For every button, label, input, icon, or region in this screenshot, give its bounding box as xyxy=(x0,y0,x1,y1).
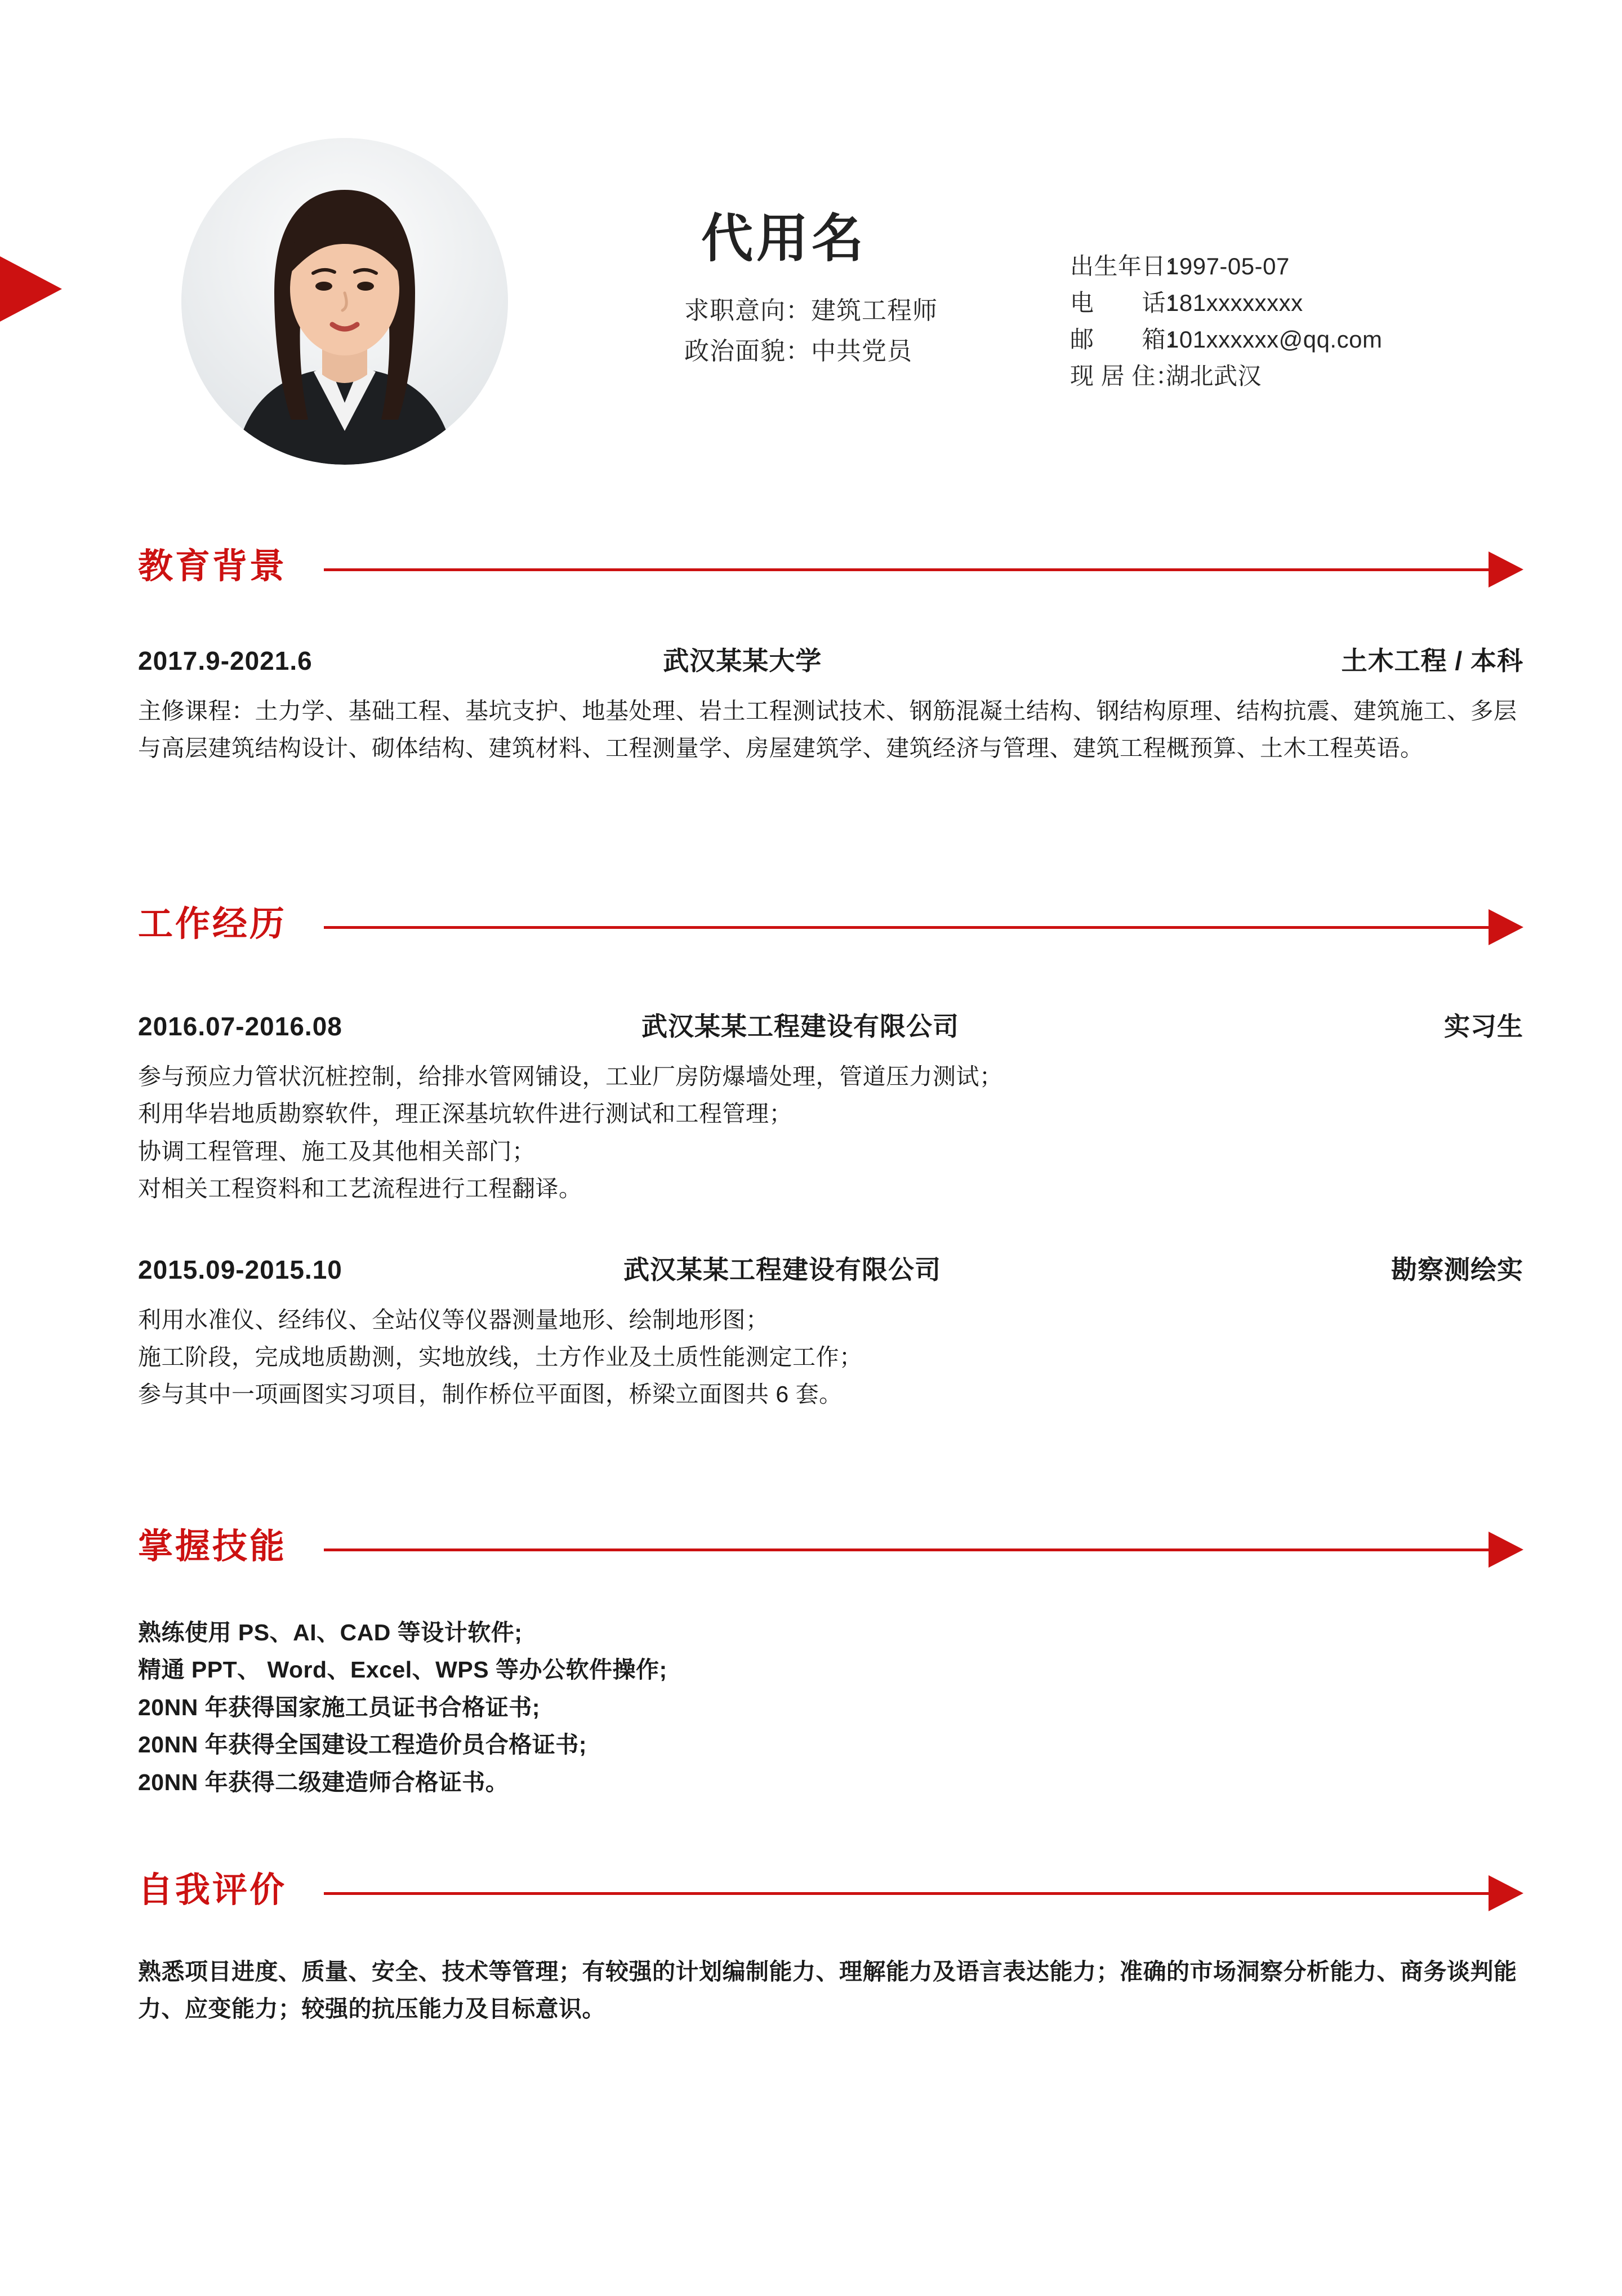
work-company: 武汉某某工程建设有限公司 xyxy=(623,1254,941,1284)
section-education xyxy=(0,549,1622,767)
contact-birthdate-value: 1997-05-07 xyxy=(1166,253,1290,279)
contact-address-label: 现 居 住： xyxy=(1070,363,1180,390)
triangle-icon xyxy=(1489,1875,1523,1911)
page-title: 代用名 xyxy=(701,210,867,268)
work-duty-line: 对相关工程资料和工艺流程进行工程翻译。 xyxy=(138,1176,582,1202)
contact-phone-value: 181xxxxxxxx xyxy=(1166,290,1303,317)
contact-address xyxy=(1070,358,1382,394)
contact-email-value: 101xxxxxx@qq.com xyxy=(1166,326,1383,353)
political-status: 政治面貌：中共党员 xyxy=(684,337,912,365)
contact-address-value: 湖北武汉 xyxy=(1166,363,1262,390)
name-block xyxy=(684,210,1067,370)
work-duty-line: 施工阶段，完成地质勘测，实地放线，土方作业及土质性能测定工作； xyxy=(138,1344,863,1371)
skill-line: 精通 PPT、 Word、Excel、WPS 等办公软件操作; xyxy=(138,1657,667,1683)
contact-email-label: 邮 箱： xyxy=(1070,326,1190,353)
section-skills xyxy=(0,1529,1622,1801)
contact-email xyxy=(1070,321,1382,358)
work-duties xyxy=(138,1058,1523,1208)
work-date: 2016.07-2016.08 xyxy=(138,1012,342,1041)
profile-photo-illustration xyxy=(181,138,508,465)
contact-phone-label: 电 话： xyxy=(1070,290,1190,317)
contact-block xyxy=(1070,248,1382,394)
education-heading xyxy=(138,549,1523,600)
education-entry-row xyxy=(138,640,1523,678)
contact-birthdate xyxy=(1070,248,1382,284)
resume-header xyxy=(0,0,1622,507)
skills-heading xyxy=(138,1529,1523,1580)
education-rule xyxy=(324,568,1489,571)
work-company: 武汉某某工程建设有限公司 xyxy=(641,1012,959,1041)
work-duties xyxy=(138,1301,1523,1413)
education-courses: 主修课程：土力学、基础工程、基坑支护、地基处理、岩土工程测试技术、钢筋混凝土结构、钢结构原理、结构抗震、建筑施工、多层与高层建筑结构设计、砌体结构、建筑材料、工程测量学、房屋建筑学、建筑经济与管理、建筑工程概预算、土木工程英语。 xyxy=(138,698,1517,762)
education-school: 武汉某某大学 xyxy=(663,646,822,675)
avatar xyxy=(181,138,508,465)
triangle-icon xyxy=(1489,1532,1523,1568)
work-duty-line: 协调工程管理、施工及其他相关部门； xyxy=(138,1138,536,1164)
job-intent: 求职意向：建筑工程师 xyxy=(684,297,938,324)
self-heading xyxy=(138,1873,1523,1924)
work-duty-line: 利用华岩地质勘察软件，理正深基坑软件进行测试和工程管理； xyxy=(138,1101,792,1127)
skill-line: 熟练使用 PS、AI、CAD 等设计软件; xyxy=(138,1619,523,1645)
self-rule xyxy=(324,1892,1489,1895)
skill-line: 20NN 年获得全国建设工程造价员合格证书; xyxy=(138,1732,587,1758)
contact-birthdate-label: 出生年日： xyxy=(1070,253,1190,279)
work-heading xyxy=(138,907,1523,958)
skills-list xyxy=(138,1614,1523,1801)
skills-title: 掌握技能 xyxy=(138,1527,287,1566)
triangle-icon xyxy=(1489,909,1523,945)
work-date: 2015.09-2015.10 xyxy=(138,1254,342,1284)
section-self-evaluation xyxy=(0,1873,1622,2028)
work-duty-line: 利用水准仪、经纬仪、全站仪等仪器测量地形、绘制地形图； xyxy=(138,1306,769,1333)
education-date: 2017.9-2021.6 xyxy=(138,646,313,675)
contact-phone xyxy=(1070,284,1382,321)
work-entry-row xyxy=(138,1249,1523,1287)
work-role: 实习生 xyxy=(1444,1012,1523,1041)
work-rule xyxy=(324,926,1489,929)
triangle-icon xyxy=(1489,551,1523,588)
education-major: 土木工程 / 本科 xyxy=(1341,646,1523,675)
self-title: 自我评价 xyxy=(138,1871,287,1910)
section-work xyxy=(0,907,1622,1413)
work-role: 勘察测绘实 xyxy=(1391,1254,1523,1284)
work-duty-line: 参与预应力管状沉桩控制，给排水管网铺设，工业厂房防爆墙处理，管道压力测试； xyxy=(138,1064,1003,1089)
self-text: 熟悉项目进度、质量、安全、技术等管理；有较强的计划编制能力、理解能力及语言表达能力；准确的市场洞察分析能力、商务谈判能力、应变能力；较强的抗压能力及目标意识。 xyxy=(138,1959,1517,2022)
skill-line: 20NN 年获得国家施工员证书合格证书; xyxy=(138,1694,540,1720)
education-title: 教育背景 xyxy=(138,547,287,586)
skills-rule xyxy=(324,1549,1489,1551)
work-title: 工作经历 xyxy=(138,905,287,944)
work-duty-line: 参与其中一项画图实习项目，制作桥位平面图，桥梁立面图共 6 套。 xyxy=(138,1381,843,1408)
skill-line: 20NN 年获得二级建造师合格证书。 xyxy=(138,1769,509,1795)
work-entry-row xyxy=(138,1006,1523,1043)
